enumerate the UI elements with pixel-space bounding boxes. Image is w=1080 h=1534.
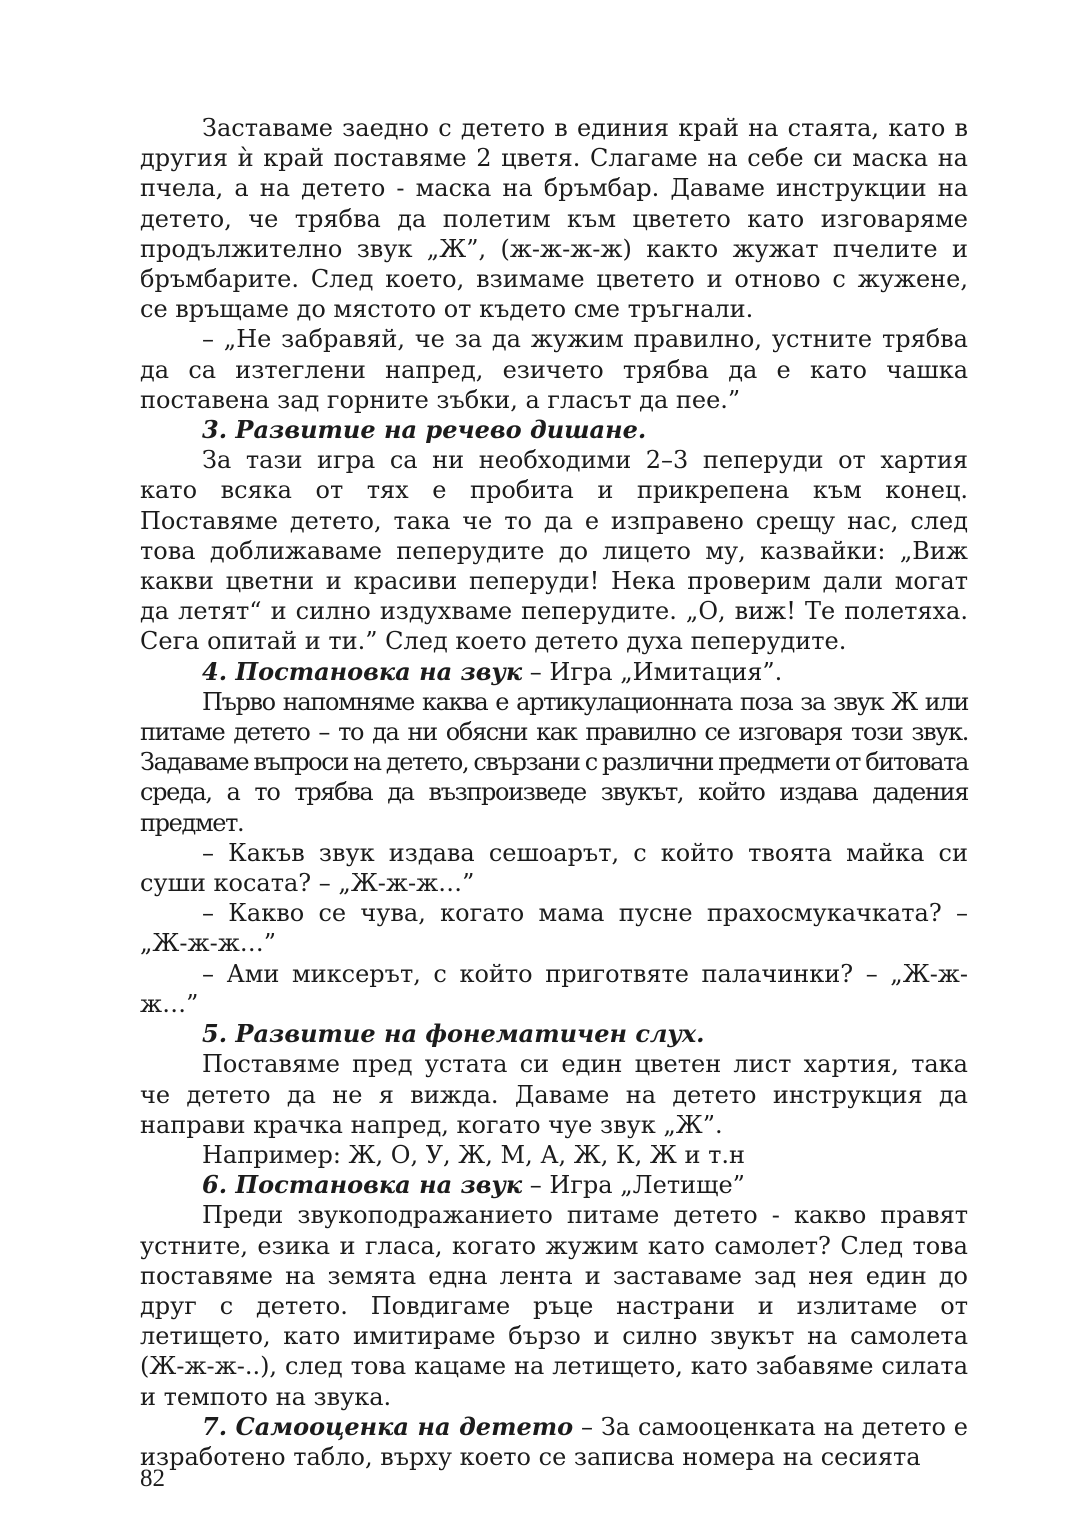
section-heading: 6. Постановка на звук [202, 1170, 523, 1200]
section-heading-line [140, 1412, 968, 1472]
page-body [140, 113, 968, 1472]
paragraph: Поставяме пред устата си един цветен лист хартия, така че детето да не я вижда. Даваме на детето инструкция да направи крачка напред, когато чуе звук „Ж”. [140, 1050, 968, 1139]
section-heading-rest: – За самооценката на детето е изработено табло, върху което се записва номера на сесията [140, 1412, 969, 1471]
section-heading-rest: – Игра „Имитация”. [522, 657, 783, 686]
dialogue-line: – Какъв звук издава сешоарът, с който твоята майка си суши косата? – „Ж-ж-ж…” [140, 838, 968, 898]
section-heading: 4. Постановка на звук [202, 656, 523, 686]
dialogue-line: – Ами миксерът, с който приготвяте палачинки? – „Ж-ж-ж…” [140, 959, 968, 1018]
section-heading: 5. Развитие на фонематичен слух. [202, 1019, 705, 1049]
section-heading-line [140, 1170, 968, 1200]
paragraph: Заставаме заедно с детето в единия край на стаята, като в другия ѝ край поставяме 2 цветя. Слагаме на себе си маска на пчела, а на детето - маска на бръмбар. Даваме инструкции на детето, че трябва да полетим към цветето като изговаряме продължително звук „Ж”, (ж-ж-ж-ж) както жужат пчелите и бръмбарите. След което, взимаме цветето и отново с жужене, се връщаме до мястото от където сме тръгнали. [140, 114, 968, 324]
dialogue-line: – Какво се чува, когато мама пусне прахосмукачката? – „Ж-ж-ж…” [140, 899, 968, 958]
section-heading-line [140, 657, 968, 687]
paragraph: Преди звукоподражанието питаме детето - какво правят устните, езика и гласа, когато жужим като самолет? След това поставяме на земята една лента и заставаме зад нея един до друг с детето. Повдигаме ръце настрани и излитаме от летището, като имитираме бързо и силно звукът на самолета (Ж-ж-ж-..), след това кацаме на летището, като забавяме силата и темпото на звука. [140, 1201, 968, 1411]
paragraph: Първо напомняме каква е артикулационната поза за звук Ж или питаме детето – то да ни обясни как правилно се изговаря този звук. Задаваме въпроси на детето, свързани с различни предмети от битовата среда, а то трябва да възпроизведе звукът, който издава дадения предмет. [140, 687, 968, 837]
section-heading-rest: – Игра „Летище” [522, 1171, 745, 1200]
section-heading: 7. Самооценка на детето [202, 1411, 574, 1441]
section-heading: 3. Развитие на речево дишане. [202, 415, 647, 445]
paragraph: – „Не забравяй, че за да жужим правилно, устните трябва да са изтеглени напред, езичето трябва да е като чашка поставена зад горните зъбки, а гласът да пее.” [140, 325, 968, 414]
page-number: 82 [140, 1465, 165, 1492]
paragraph: За тази игра са ни необходими 2–3 пеперуди от хартия като всяка от тях е пробита и прикрепена към конец. Поставяме детето, така че то да е изправено срещу нас, след това доближаваме пеперудите до лицето му, казвайки: „Виж какви цветни и красиви пеперуди! Нека проверим дали могат да летят“ и силно издухваме пеперудите. „О, виж! Те полетяха. Сега опитай и ти.” След което детето духа пеперудите. [140, 446, 968, 656]
paragraph: Например: Ж, О, У, Ж, М, А, Ж, К, Ж и т.н [202, 1140, 745, 1169]
